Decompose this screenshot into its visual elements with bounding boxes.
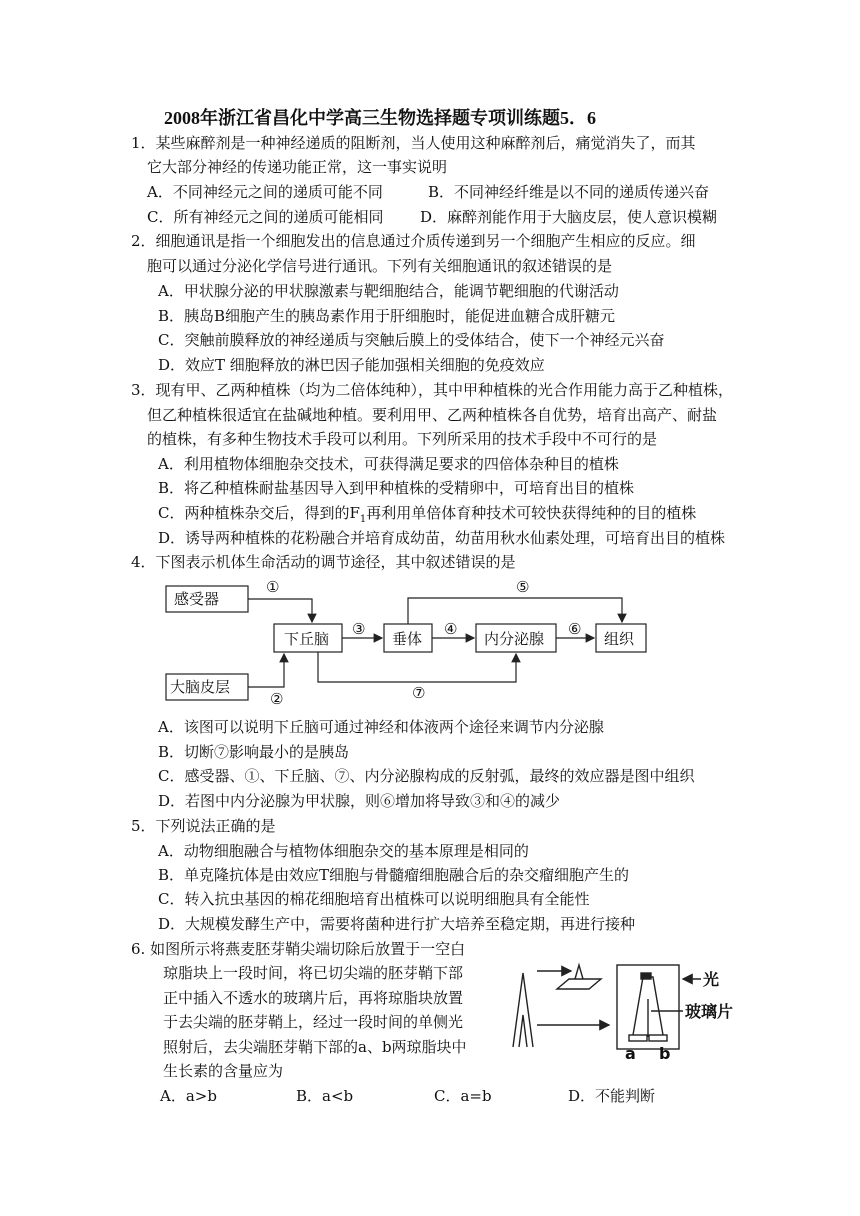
marker-1: ① xyxy=(266,578,280,596)
q2-option-a: A．甲状腺分泌的甲状腺激素与靶细胞结合，能调节靶细胞的代谢活动 xyxy=(158,282,619,300)
cortex-label: 大脑皮层 xyxy=(170,678,231,696)
q4-option-c: C．感受器、①、下丘脑、⑦、内分泌腺构成的反射弧，最终的效应器是图中组织 xyxy=(158,767,695,785)
q3-stem-line3: 的植株，有多种生物技术手段可以利用。下列所采用的技术手段中不可行的是 xyxy=(147,430,658,448)
q4-option-d: D．若图中内分泌腺为甲状腺，则⑥增加将导致③和④的减少 xyxy=(158,792,561,810)
agar-block-b xyxy=(649,1035,667,1041)
coleoptile-experiment-figure xyxy=(505,955,775,1065)
q3-option-a: A．利用植物体细胞杂交技术，可获得满足要求的四倍体杂种目的植株 xyxy=(158,455,619,473)
regulation-pathway-diagram xyxy=(160,572,680,712)
q6-option-a: A．a>b xyxy=(160,1087,217,1105)
q3-option-c-subscript: 1 xyxy=(359,514,367,525)
marker-2: ② xyxy=(270,690,284,708)
q5-option-d: D．大规模发酵生产中，需要将菌种进行扩大培养至稳定期，再进行接种 xyxy=(158,915,636,933)
q3-option-c-post: 再利用单倍体育种技术可较快获得纯种的目的植株 xyxy=(366,504,697,522)
q3-option-b: B．将乙种植株耐盐基因导入到甲种植株的受精卵中，可培育出目的植株 xyxy=(158,479,635,497)
q5-stem: 5．下列说法正确的是 xyxy=(131,817,276,835)
q5-option-b: B．单克隆抗体是由效应T细胞与骨髓瘤细胞融合后的杂交瘤细胞产生的 xyxy=(158,866,630,884)
q3-option-c-pre: C．两种植株杂交后，得到的F xyxy=(158,504,360,522)
q1-stem-line2: 它大部分神经的传递功能正常，这一事实说明 xyxy=(147,158,448,176)
q3-stem-line2: 但乙种植株很适宜在盐碱地种植。要利用甲、乙两种植株各自优势，培育出高产、耐盐 xyxy=(147,406,718,424)
agar-b-label: b xyxy=(659,1044,671,1063)
q6-stem-line2: 琼脂块上一段时间，将已切尖端的胚芽鞘下部 xyxy=(163,964,464,982)
marker-7: ⑦ xyxy=(412,684,426,702)
q2-stem-line1: 2．细胞通讯是指一个细胞发出的信息通过介质传递到另一个细胞产生相应的反应。细 xyxy=(131,232,696,250)
q6-option-c: C．a=b xyxy=(434,1087,492,1105)
q6-option-b: B．a<b xyxy=(296,1087,354,1105)
endocrine-label: 内分泌腺 xyxy=(484,630,545,648)
q1-option-d: D．麻醉剂能作用于大脑皮层，使人意识模糊 xyxy=(420,208,718,226)
q6-stem-line6: 生长素的含量应为 xyxy=(163,1062,284,1080)
pituitary-label: 垂体 xyxy=(392,630,423,648)
q3-option-c xyxy=(158,503,696,530)
q6-stem-line1: 6. 如图所示将燕麦胚芽鞘尖端切除后放置于一空白 xyxy=(131,940,466,958)
q1-option-a: A．不同神经元之间的递质可能不同 xyxy=(147,183,383,201)
agar-block-with-tip-icon xyxy=(557,979,601,989)
marker-4: ④ xyxy=(444,620,458,638)
arrow-1 xyxy=(248,599,312,622)
q2-stem-line2: 胞可以通过分泌化学信号进行通讯。下列有关细胞通讯的叙述错误的是 xyxy=(147,257,613,275)
q2-option-c: C．突触前膜释放的神经递质与突触后膜上的受体结合，使下一个神经元兴奋 xyxy=(158,331,665,349)
q5-option-a: A．动物细胞融合与植物体细胞杂交的基本原理是相同的 xyxy=(158,842,529,860)
q4-option-a: A．该图可以说明下丘脑可通过神经和体液两个途径来调节内分泌腺 xyxy=(158,718,604,736)
q4-stem: 4．下图表示机体生命活动的调节途径，其中叙述错误的是 xyxy=(131,553,516,571)
q6-option-d: D．不能判断 xyxy=(568,1087,656,1105)
q5-option-c: C．转入抗虫基因的棉花细胞培育出植株可以说明细胞具有全能性 xyxy=(158,890,590,908)
hypothalamus-label: 下丘脑 xyxy=(284,630,330,648)
marker-5: ⑤ xyxy=(516,578,530,596)
agar-a-label: a xyxy=(625,1044,636,1063)
q6-stem-line3: 正中插入不透水的玻璃片后，再将琼脂块放置 xyxy=(163,989,464,1007)
q6-stem-line5: 照射后，去尖端胚芽鞘下部的a、b两琼脂块中 xyxy=(163,1038,467,1056)
light-label: 光 xyxy=(703,970,720,989)
q1-option-b: B．不同神经纤维是以不同的递质传递兴奋 xyxy=(428,183,710,201)
q2-option-d: D．效应T 细胞释放的淋巴因子能加强相关细胞的免疫效应 xyxy=(158,356,545,374)
arrow-5 xyxy=(408,598,622,624)
q2-option-b: B．胰岛B细胞产生的胰岛素作用于肝细胞时，能促进血糖合成肝糖元 xyxy=(158,307,616,325)
tissue-label: 组织 xyxy=(604,630,635,648)
agar-block-a xyxy=(629,1035,647,1041)
marker-6: ⑥ xyxy=(568,620,582,638)
arrow-2 xyxy=(248,654,284,687)
page-title: 2008年浙江省昌化中学高三生物选择题专项训练题5．6 xyxy=(164,108,596,128)
marker-3: ③ xyxy=(352,620,366,638)
q1-option-c: C．所有神经元之间的递质可能相同 xyxy=(147,208,384,226)
glass-plate-label: 玻璃片 xyxy=(685,1002,734,1021)
q3-option-d: D．诱导两种植株的花粉融合并培育成幼苗，幼苗用秋水仙素处理，可培育出目的植株 xyxy=(158,529,726,547)
sensor-label: 感受器 xyxy=(174,590,220,608)
coleoptile-icon xyxy=(513,973,533,1047)
arrow-7 xyxy=(318,652,516,682)
q6-stem-line4: 于去尖端的胚芽鞘上，经过一段时间的单侧光 xyxy=(163,1013,464,1031)
q3-stem-line1: 3．现有甲、乙两种植株（均为二倍体纯种），其中甲种植株的光合作用能力高于乙种植株， xyxy=(131,381,734,399)
q4-option-b: B．切断⑦影响最小的是胰岛 xyxy=(158,743,350,761)
q1-stem-line1: 1．某些麻醉剂是一种神经递质的阻断剂，当人使用这种麻醉剂后，痛觉消失了，而其 xyxy=(131,134,696,152)
